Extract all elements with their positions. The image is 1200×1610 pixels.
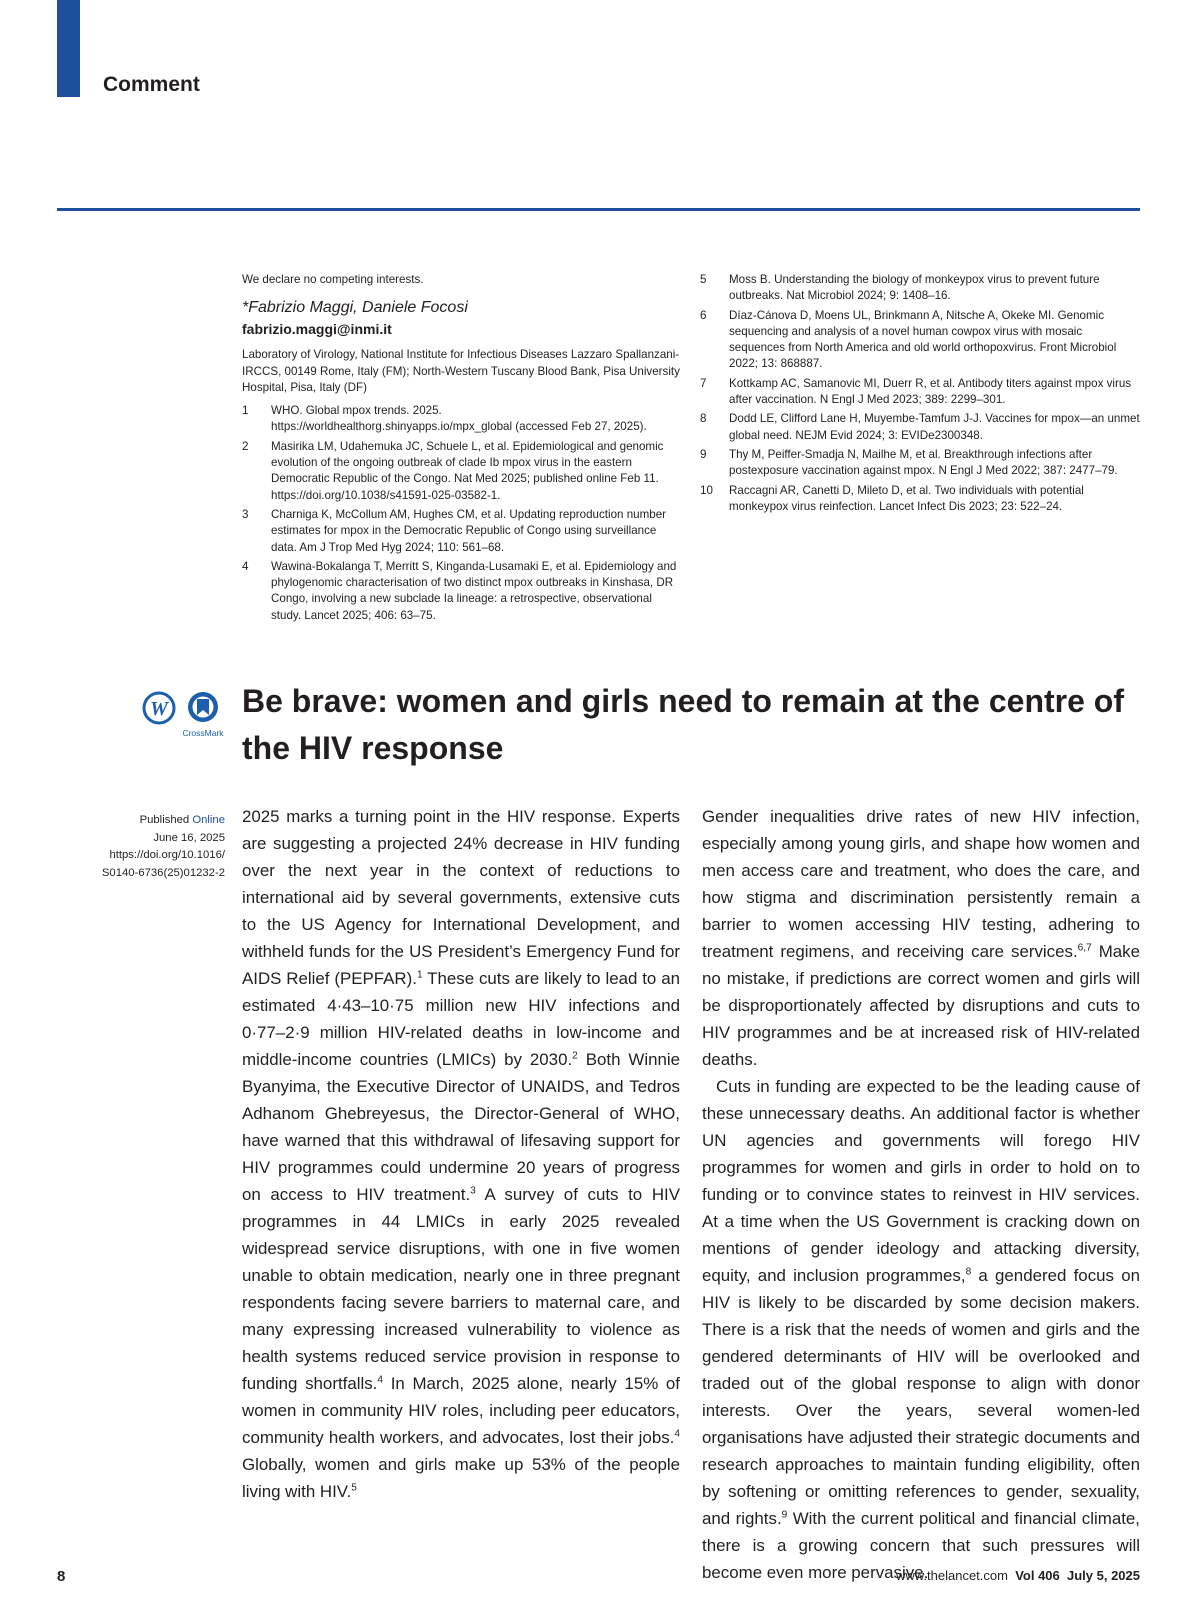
body-paragraph-1: 2025 marks a turning point in the HIV response. Experts are suggesting a projected 24% decrease in HIV funding over the next year in the context of reductions to international aid by several governments, extensive cuts to the US Agency for International Development, and withheld funds for the US President’s Emergency Fund for AIDS Relief (PEPFAR).$^1$ These cuts are likely to lead to an estimated 4·43–10·75 million new HIV infections and 0·77–2·9 million HIV-related deaths in low-income and middle-income countries (LMICs) by 2030.$^2$ Both Winnie Byanyima, the Executive Director of UNAIDS, and Tedros Adhanom Ghebreyesus, the Director-General of WHO, have warned that this withdrawal of lifesaving support for HIV programmes could undermine 20 years of progress on access to HIV treatment.$^3$ A survey of cuts to HIV programmes in 44 LMICs in early 2025 revealed widespread service disruptions, with one in five women unable to obtain medication, nearly one in three pregnant respondents facing severe barriers to maternal care, and many expressing increased vulnerability to violence as health systems reduced service provision in response to funding shortfalls.$^4$ In March, 2025 alone, nearly 15% of women in community HIV roles, including peer educators, community health workers, and advocates, lost their jobs.$^4$ Globally, women and girls make up 53% of the people living with HIV.$^5$ — [242, 807, 681, 1501]
article-title: Be brave: women and girls need to remain at the centre of the HIV response — [242, 683, 1124, 766]
article-badges-graphic — [142, 690, 227, 738]
body-column-2 — [702, 803, 1140, 1586]
section-color-bar — [57, 0, 80, 97]
reference-item: 6 Díaz-Cánova D, Moens UL, Brinkmann A, Nitsche A, Okeke MI. Genomic sequencing and analysis of a novel human cowpox virus with mosaic sequences from North America and old world orthopoxvirus. Front Microbiol 2022; 13: 868887. — [700, 308, 1117, 371]
reference-item: 8 Dodd LE, Clifford Lane H, Muyembe-Tamfum J-J. Vaccines for mpox—an unmet global need. NEJM Evid 2024; 3: EVIDe2300348. — [700, 412, 1140, 442]
svg-text:W: W — [150, 698, 168, 720]
published-date: June 16, 2025 — [153, 831, 225, 844]
journal-date: July 5, 2025 — [1067, 1568, 1140, 1583]
page-number: 8 — [57, 1568, 66, 1585]
body-column-1 — [242, 803, 680, 1505]
publication-info — [70, 812, 225, 882]
reference-item: 10 Raccagni AR, Canetti D, Mileto D, et al. Two individuals with potential monkeypox virus reinfection. Lancet Infect Dis 2023; 23: 522–24. — [700, 483, 1084, 513]
crossmark-icon[interactable] — [188, 692, 218, 722]
section-label: Comment — [103, 73, 200, 96]
published-line: Published Online — [139, 814, 225, 826]
journal-volume: Vol 406 — [1015, 1568, 1060, 1583]
doi-line-1[interactable]: https://doi.org/10.1016/ — [109, 849, 225, 861]
author-email[interactable]: fabrizio.maggi@inmi.it — [242, 321, 392, 338]
declarations-block — [242, 272, 682, 627]
reference-list-left — [242, 403, 682, 624]
references-right-column — [700, 272, 1140, 518]
open-access-icon[interactable] — [144, 693, 174, 723]
reference-item: 7 Kottkamp AC, Samanovic MI, Duerr R, et al. Antibody titers against mpox virus after vaccination. N Engl J Med 2023; 389: 2299–301. — [700, 376, 1132, 407]
reference-item: 4 Wawina-Bokalanga T, Merritt S, Kinganda-Lusamaki E, et al. Epidemiology and phylogenomic characterisation of two distinct mpox outbreaks in Kinshasa, DR Congo, involving a new subclade Ia lineage: a retrospective, observational study. Lancet 2025; 406: 63–75. — [242, 559, 677, 622]
reference-item: 9 Thy M, Peiffer-Smadja N, Mailhe M, et al. Breakthrough infections after postexposure vaccination against mpox. N Engl J Med 2022; 387: 2477–79. — [700, 447, 1118, 478]
journal-footer — [790, 1568, 1140, 1583]
crossmark-label: CrossMark — [182, 728, 224, 738]
doi-line-2[interactable]: S0140-6736(25)01232-2 — [101, 866, 225, 879]
reference-list-right — [700, 272, 1140, 515]
competing-interests: We declare no competing interests. — [242, 273, 424, 286]
header-rule — [57, 208, 1140, 211]
reference-item: 5 Moss B. Understanding the biology of monkeypox virus to prevent future outbreaks. Nat Microbiol 2024; 9: 1408–16. — [700, 273, 1100, 303]
author-affiliation: Laboratory of Virology, National Institute for Infectious Diseases Lazzaro Spallanzani-IRCCS, 00149 Rome, Italy (FM); North-Western Tuscany Blood Bank, Pisa University Hospital, Pisa, Italy (DF) — [242, 348, 680, 394]
published-online-link[interactable]: Online — [192, 814, 225, 826]
reference-item: 2 Masirika LM, Udahemuka JC, Schuele L, et al. Epidemiological and genomic evolution of the ongoing outbreak of clade Ib mpox virus in the eastern Democratic Republic of the Congo. Nat Med 2025; published online Feb 11. https://doi.org/10.1038/s41591-025-03582-1. — [242, 439, 664, 502]
reference-item: 3 Charniga K, McCollum AM, Hughes CM, et al. Updating reproduction number estimates for mpox in the Democratic Republic of Congo using surveillance data. Am J Trop Med Hyg 2024; 110: 561–68. — [242, 507, 667, 554]
body-paragraph-2: Cuts in funding are expected to be the leading cause of these unnecessary deaths. An additional factor is whether UN agencies and governments will forego HIV programmes for women and girls in order to hold on to funding or to convince states to reinvest in HIV services. At a time when the US Government is cracking down on mentions of gender ideology and attacking diversity, equity, and inclusion programmes,$^8$ a gendered focus on HIV is likely to be discarded by some decision makers. There is a risk that the needs of women and girls and the gendered determinants of HIV will be overlooked and traded out of the global response to align with donor interests. Over the years, several women-led organisations have adjusted their strategic documents and research approaches to maintain funding eligibility, often by softening or omitting references to gender, sexuality, and rights.$^9$ With the current political and financial climate, there is a growing concern that such pressures will become even more pervasive. — [702, 1077, 1140, 1582]
journal-website[interactable]: www.thelancet.com — [895, 1568, 1008, 1583]
author-names: *Fabrizio Maggi, Daniele Focosi — [242, 299, 468, 317]
body-paragraph-1-continued: Gender inequalities drive rates of new HIV infection, especially among young girls, and shape how women and men access care and treatment, who does the care, and how stigma and discrimination persistently remain a barrier to women accessing HIV testing, adhering to treatment regimens, and receiving care services.$^{6,7}$ Make no mistake, if predictions are correct women and girls will be disproportionately affected by disruptions and cuts to HIV programmes and be at increased risk of HIV-related deaths. — [702, 807, 1140, 1069]
reference-item: 1 WHO. Global mpox trends. 2025. https://worldhealthorg.shinyapps.io/mpx_global (accessed Feb 27, 2025). — [242, 404, 647, 434]
article-badges — [142, 690, 227, 738]
